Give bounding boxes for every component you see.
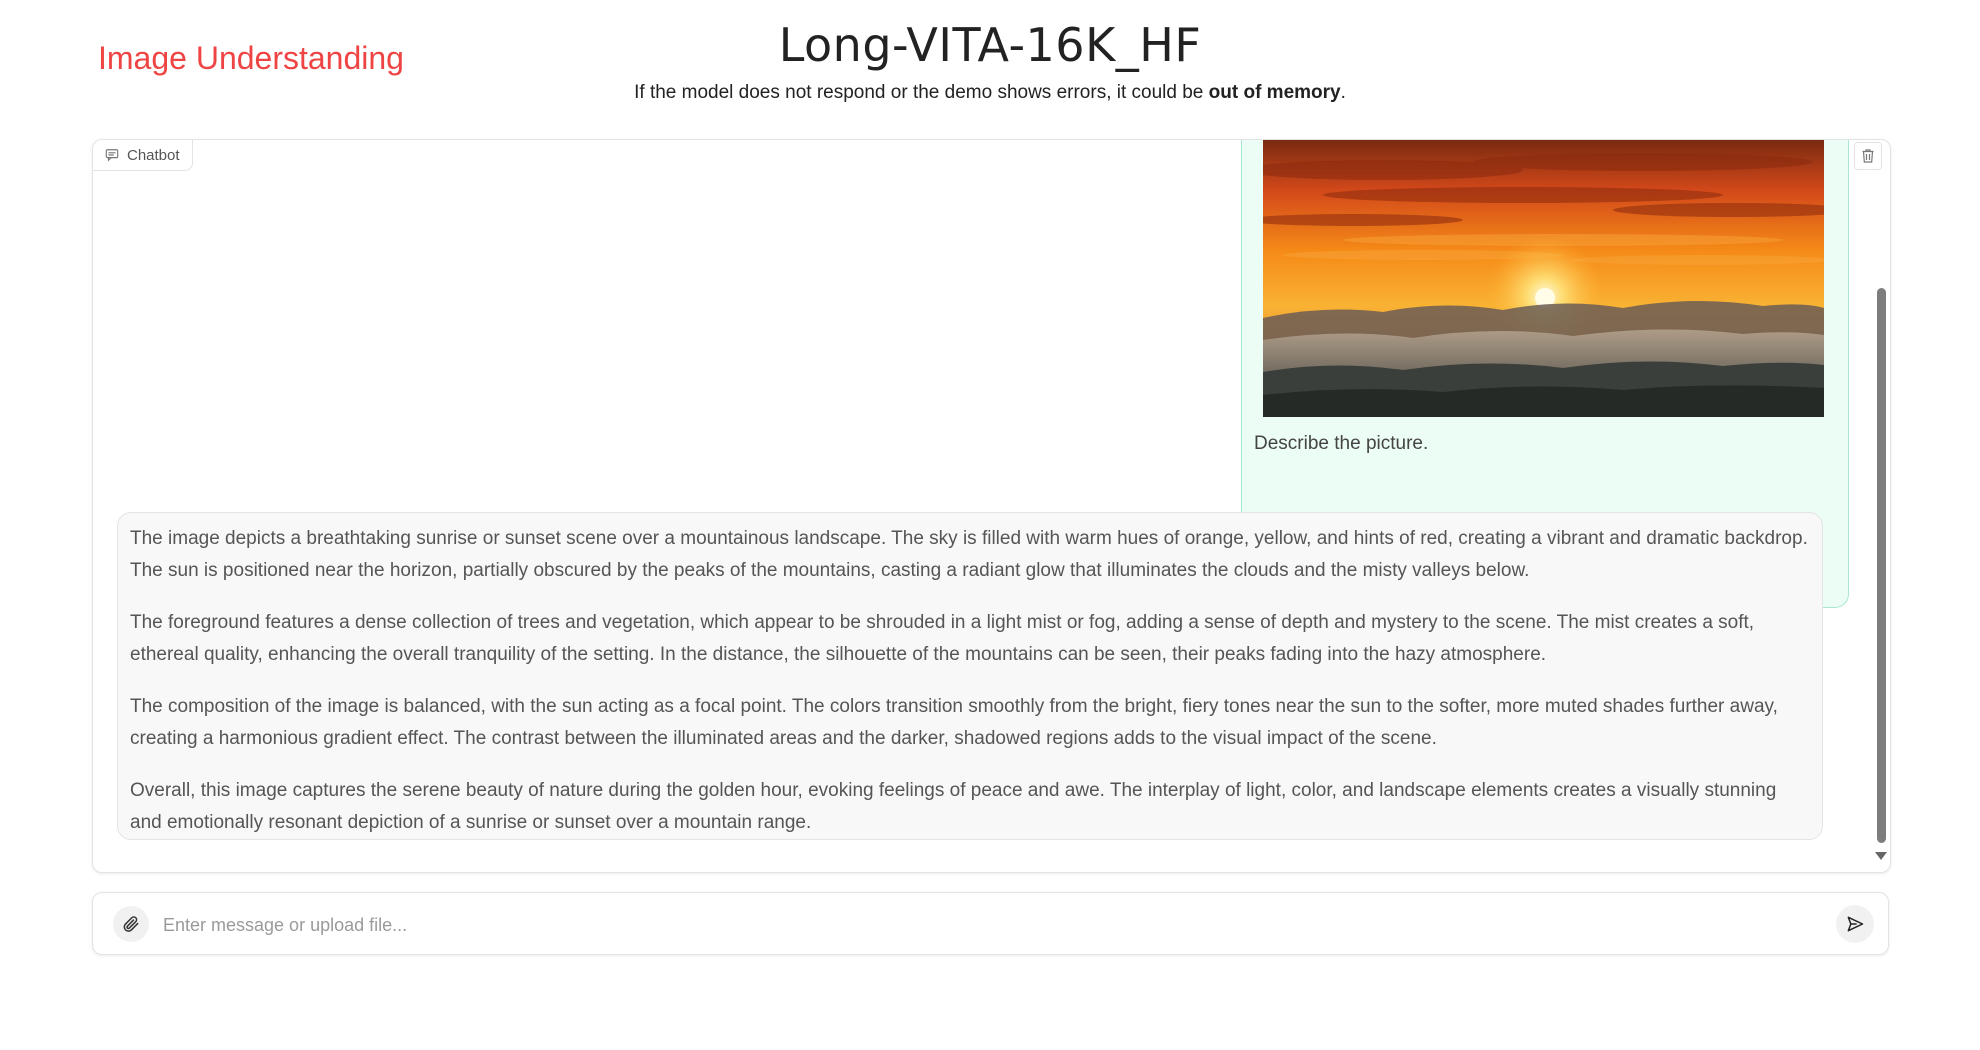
scroll-down-icon[interactable] (1875, 852, 1887, 860)
message-input[interactable] (161, 905, 1805, 945)
send-icon (1845, 914, 1865, 934)
user-message-text: Describe the picture. (1254, 433, 1429, 454)
send-button[interactable] (1836, 905, 1874, 943)
bot-paragraph: The image depicts a breathtaking sunrise or sunset scene over a mountainous landscape. The sky is filled with warm hues of orange, yellow, and hints of red, creating a vibrant and dramatic backdrop. The sun is positioned near the horizon, partially obscured by the peaks of the mountains, casting a radiant glow that illuminates the clouds and the misty valleys below. (130, 528, 1808, 581)
chat-scrollbar[interactable] (1877, 288, 1886, 843)
chatbot-label-text: Chatbot (127, 146, 180, 164)
subtitle-suffix: . (1340, 82, 1346, 103)
page-header (0, 18, 1980, 104)
bot-paragraph: Overall, this image captures the serene beauty of nature during the golden hour, evoking feelings of peace and awe. The interplay of light, color, and landscape elements creates a visually stunning and emotionally resonant depiction of a sunrise or sunset over a mountain range. (130, 780, 1777, 833)
app-tab-title[interactable]: Image Understanding (98, 40, 404, 76)
bot-paragraph: The composition of the image is balanced, with the sun acting as a focal point. The colors transition smoothly from the bright, fiery tones near the sun to the softer, more muted shades further away, creating a harmonious gradient effect. The contrast between the illuminated areas and the darker, shadowed regions adds to the visual impact of the scene. (130, 696, 1778, 749)
paperclip-icon (121, 914, 141, 934)
sunset-photo[interactable] (1263, 140, 1824, 417)
chatbot-label (93, 140, 193, 171)
page-title: Long-VITA-16K_HF (778, 18, 1202, 72)
upload-file-button[interactable] (113, 906, 149, 942)
bot-paragraph: The foreground features a dense collection of trees and vegetation, which appear to be shrouded in a light mist or fog, adding a sense of depth and mystery to the scene. The mist creates a soft, ethereal quality, enhancing the overall tranquility of the setting. In the distance, the silhouette of the mountains can be seen, their peaks fading into the hazy atmosphere. (130, 612, 1755, 665)
subtitle-bold: out of memory (1208, 82, 1341, 103)
subtitle-text: If the model does not respond or the demo shows errors, it could be (634, 82, 1209, 103)
chatbot-panel (92, 139, 1891, 873)
message-input-bar (92, 892, 1889, 955)
clear-chat-button[interactable] (1854, 142, 1882, 170)
chat-bubble-icon (105, 148, 119, 162)
bot-message (117, 512, 1823, 840)
scrollbar-thumb[interactable] (1877, 288, 1886, 843)
trash-icon (1860, 148, 1876, 164)
page-subtitle (0, 82, 1980, 104)
